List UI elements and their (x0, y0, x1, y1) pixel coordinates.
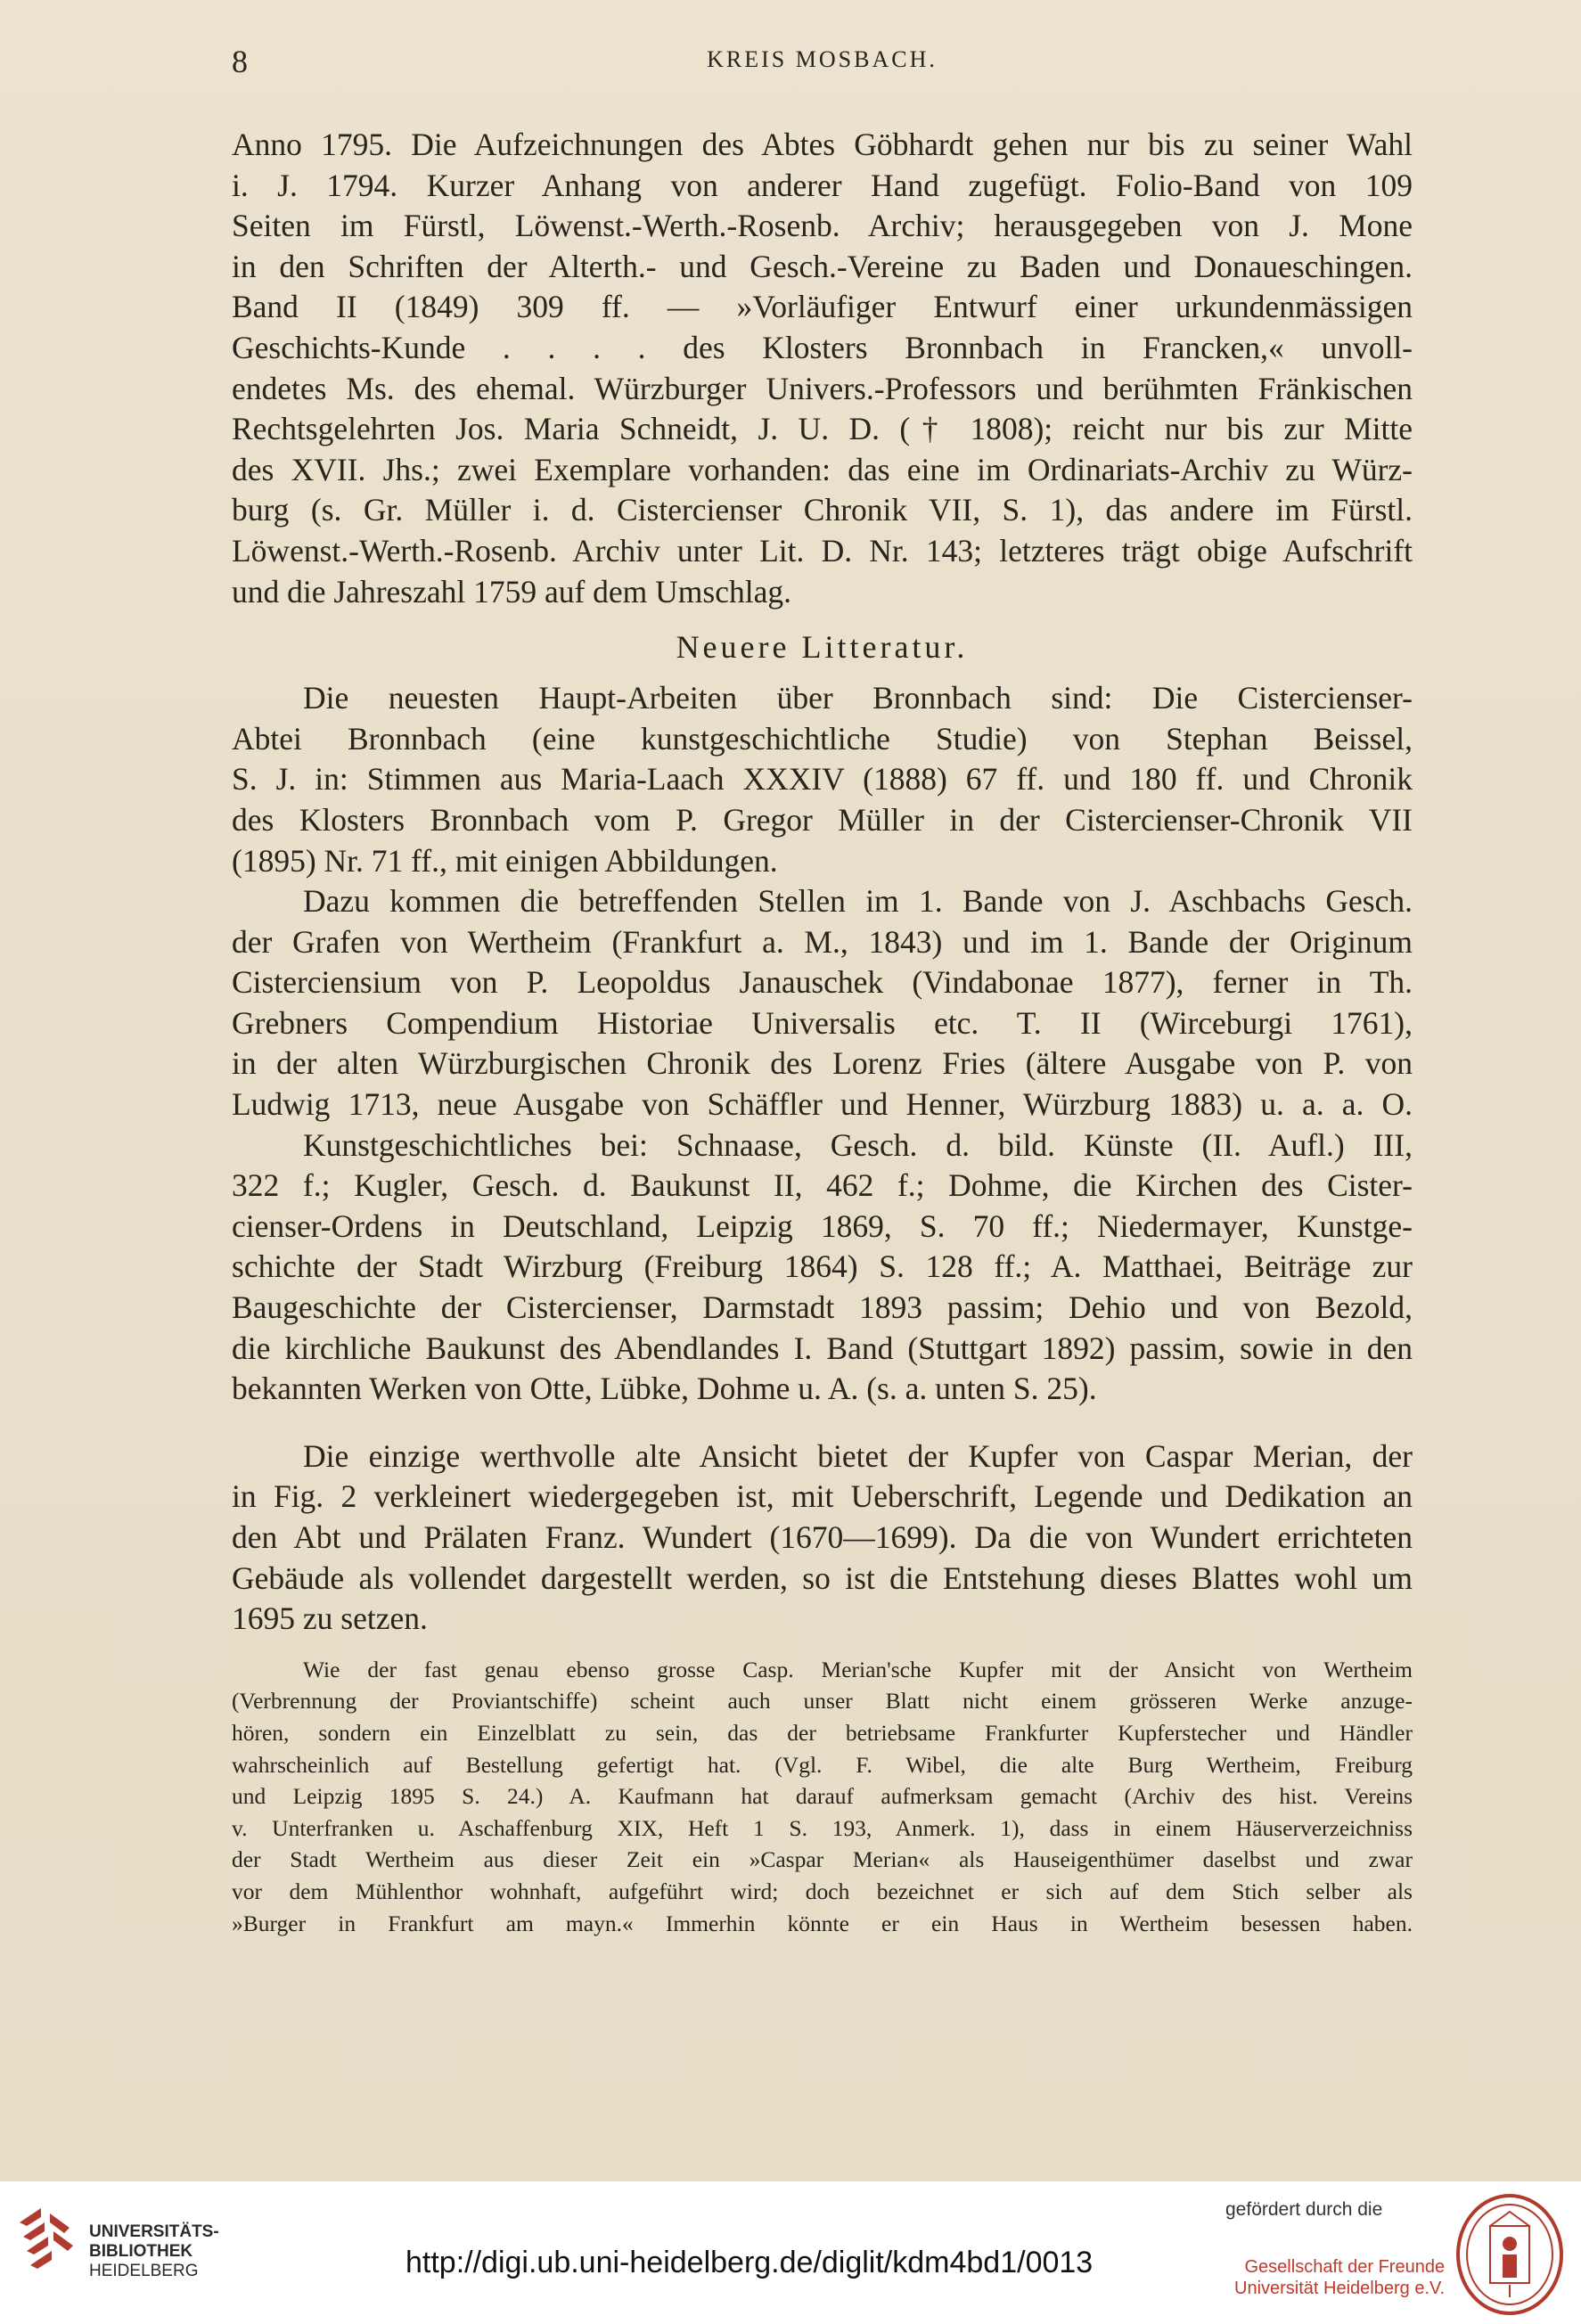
text-line: bekannten Werken von Otte, Lübke, Dohme u. A. (s. a. unten S. 25). (232, 1371, 1097, 1407)
library-logo-icon (14, 2196, 78, 2294)
library-name (89, 2222, 219, 2281)
page-number: 8 (232, 44, 248, 79)
text-line: den Abt und Prälaten Franz. Wundert (1670—1699). Da die von Wundert errichteten (232, 1519, 1413, 1555)
society-name-line: Gesellschaft der Freunde (1244, 2257, 1446, 2277)
text-line: burg (s. Gr. Müller i. d. Cistercienser Chronik VII, S. 1), das andere im Fürstl. (232, 492, 1413, 528)
library-name-line: HEIDELBERG (89, 2262, 199, 2280)
text-line: Abtei Bronnbach (eine kunstgeschichtliche Studie) von Stephan Beissel, (232, 720, 1413, 757)
note-line: (Verbrennung der Proviantschiffe) scheint auch unser Blatt nicht einem grösseren Werke anzuge- (232, 1688, 1413, 1714)
text-line: in Fig. 2 verkleinert wiedergegeben ist, mit Ueberschrift, Legende und Dedikation an (232, 1478, 1413, 1515)
text-line: und die Jahreszahl 1759 auf dem Umschlag. (232, 573, 791, 610)
footnote-block (232, 1654, 1413, 1939)
text-line: (1895) Nr. 71 ff., mit einigen Abbildungen. (232, 842, 778, 879)
text-line: Baugeschichte der Cistercienser, Darmstadt 1893 passim; Dehio und von Bezold, (232, 1289, 1413, 1326)
running-head (232, 43, 1413, 87)
text-line: 1695 zu setzen. (232, 1600, 428, 1637)
permalink-link[interactable]: http://digi.ub.uni-heidelberg.de/diglit/kdm4bd1/0013 (405, 2246, 1094, 2279)
note-line: hören, sondern ein Einzelblatt zu sein, das der betriebsame Frankfurter Kupferstecher und Händler (232, 1719, 1413, 1746)
text-line: Cisterciensium von P. Leopoldus Janauschek (Vindabonae 1877), ferner in Th. (232, 964, 1413, 1001)
text-line: Band II (1849) 309 ff. — »Vorläufiger Entwurf einer urkundenmässigen (232, 289, 1413, 325)
text-line: Gebäude als vollendet dargestellt werden, so ist die Entstehung dieses Blattes wohl um (232, 1559, 1413, 1596)
funded-by-label: gefördert durch die (1225, 2199, 1383, 2220)
text-line: Ludwig 1713, neue Ausgabe von Schäffler und Henner, Würzburg 1883) u. a. a. O. (232, 1086, 1413, 1123)
library-name-line: UNIVERSITÄTS- (89, 2222, 219, 2241)
text-line: Grebners Compendium Historiae Universalis etc. T. II (Wirceburgi 1761), (232, 1004, 1413, 1041)
text-line: Seiten im Fürstl, Löwenst.-Werth.-Rosenb. Archiv; herausgegeben von J. Mone (232, 208, 1413, 244)
text-line: Dazu kommen die betreffenden Stellen im 1. Bande von J. Aschbachs Gesch. (303, 883, 1413, 920)
text-line: schichte der Stadt Wirzburg (Freiburg 1864) S. 128 ff.; A. Matthaei, Beiträge zur (232, 1248, 1413, 1285)
running-title: KREIS MOSBACH. (707, 46, 938, 72)
digitization-footer (0, 2181, 1581, 2324)
text-line: der Grafen von Wertheim (Frankfurt a. M., 1843) und im 1. Bande der Originum (232, 923, 1413, 960)
note-line: »Burger in Frankfurt am mayn.« Immerhin könnte er ein Haus in Wertheim besessen haben. (232, 1910, 1413, 1936)
paragraph-gap (232, 1410, 1413, 1436)
text-line: Rechtsgelehrten Jos. Maria Schneidt, J. U. D. († 1808); reicht nur bis zur Mitte (232, 411, 1413, 447)
text-line: Anno 1795. Die Aufzeichnungen des Abtes Göbhardt gehen nur bis zu seiner Wahl (232, 127, 1413, 162)
note-line: Wie der fast genau ebenso grosse Casp. Merian'sche Kupfer mit der Ansicht von Wertheim (303, 1656, 1413, 1682)
text-line: cienser-Ordens in Deutschland, Leipzig 1869, S. 70 ff.; Niedermayer, Kunstge- (232, 1207, 1413, 1244)
text-line: in der alten Würzburgischen Chronik des Lorenz Fries (ältere Ausgabe von P. von (232, 1045, 1413, 1082)
note-line: v. Unterfranken u. Aschaffenburg XIX, Heft 1 S. 193, Anmerk. 1), dass in einem Häuserverzeichniss (232, 1814, 1413, 1841)
note-line: der Stadt Wertheim aus dieser Zeit ein »Caspar Merian« als Hauseigenthümer daselbst und zwar (232, 1846, 1413, 1873)
text-line: die kirchliche Baukunst des Abendlandes I. Band (Stuttgart 1892) passim, sowie in den (232, 1330, 1413, 1366)
university-seal-icon (1454, 2192, 1565, 2317)
text-line: des XVII. Jhs.; zwei Exemplare vorhanden: das eine im Ordinariats-Archiv zu Würz- (232, 451, 1413, 487)
text-line: S. J. in: Stimmen aus Maria-Laach XXXIV (1888) 67 ff. und 180 ff. und Chronik (232, 761, 1413, 798)
text-line: endetes Ms. des ehemal. Würzburger Univers.-Professors und berühmten Fränkischen (232, 370, 1413, 406)
note-line: vor dem Mühlenthor wohnhaft, aufgeführt wird; doch bezeichnet er sich auf dem Stich selber als (232, 1878, 1413, 1904)
text-line: Geschichts-Kunde . . . . des Klosters Bronnbach in Francken,« unvoll- (232, 329, 1413, 365)
text-line: in den Schriften der Alterth.- und Gesch.-Vereine zu Baden und Donaueschingen. (232, 248, 1413, 284)
text-line: Die neuesten Haupt-Arbeiten über Bronnbach sind: Die Cistercienser- (303, 680, 1413, 716)
text-line: Die einzige werthvolle alte Ansicht bietet der Kupfer von Caspar Merian, der (303, 1437, 1413, 1474)
section-heading: Neuere Litteratur. (676, 629, 969, 666)
text-line: Kunstgeschichtliches bei: Schnaase, Gesch. d. bild. Künste (II. Aufl.) III, (303, 1126, 1413, 1163)
library-name-line: BIBLIOTHEK (89, 2242, 193, 2261)
text-line: 322 f.; Kugler, Gesch. d. Baukunst II, 462 f.; Dohme, die Kirchen des Cister- (232, 1167, 1413, 1204)
note-line: wahrscheinlich auf Bestellung gefertigt hat. (Vgl. F. Wibel, die alte Burg Wertheim, Freiburg (232, 1751, 1413, 1778)
text-line: des Klosters Bronnbach vom P. Gregor Müller in der Cistercienser-Chronik VII (232, 801, 1413, 838)
text-line: i. J. 1794. Kurzer Anhang von anderer Hand zugefügt. Folio-Band von 109 (232, 167, 1413, 203)
note-line: und Leipzig 1895 S. 24.) A. Kaufmann hat darauf aufmerksam gemacht (Archiv des hist. Vereins (232, 1783, 1413, 1810)
society-name-line: Universität Heidelberg e.V. (1234, 2279, 1446, 2298)
text-line: Löwenst.-Werth.-Rosenb. Archiv unter Lit. D. Nr. 143; letzteres trägt obige Aufschrift (232, 532, 1413, 569)
society-name (1234, 2256, 1445, 2299)
body-text (232, 125, 1413, 1939)
